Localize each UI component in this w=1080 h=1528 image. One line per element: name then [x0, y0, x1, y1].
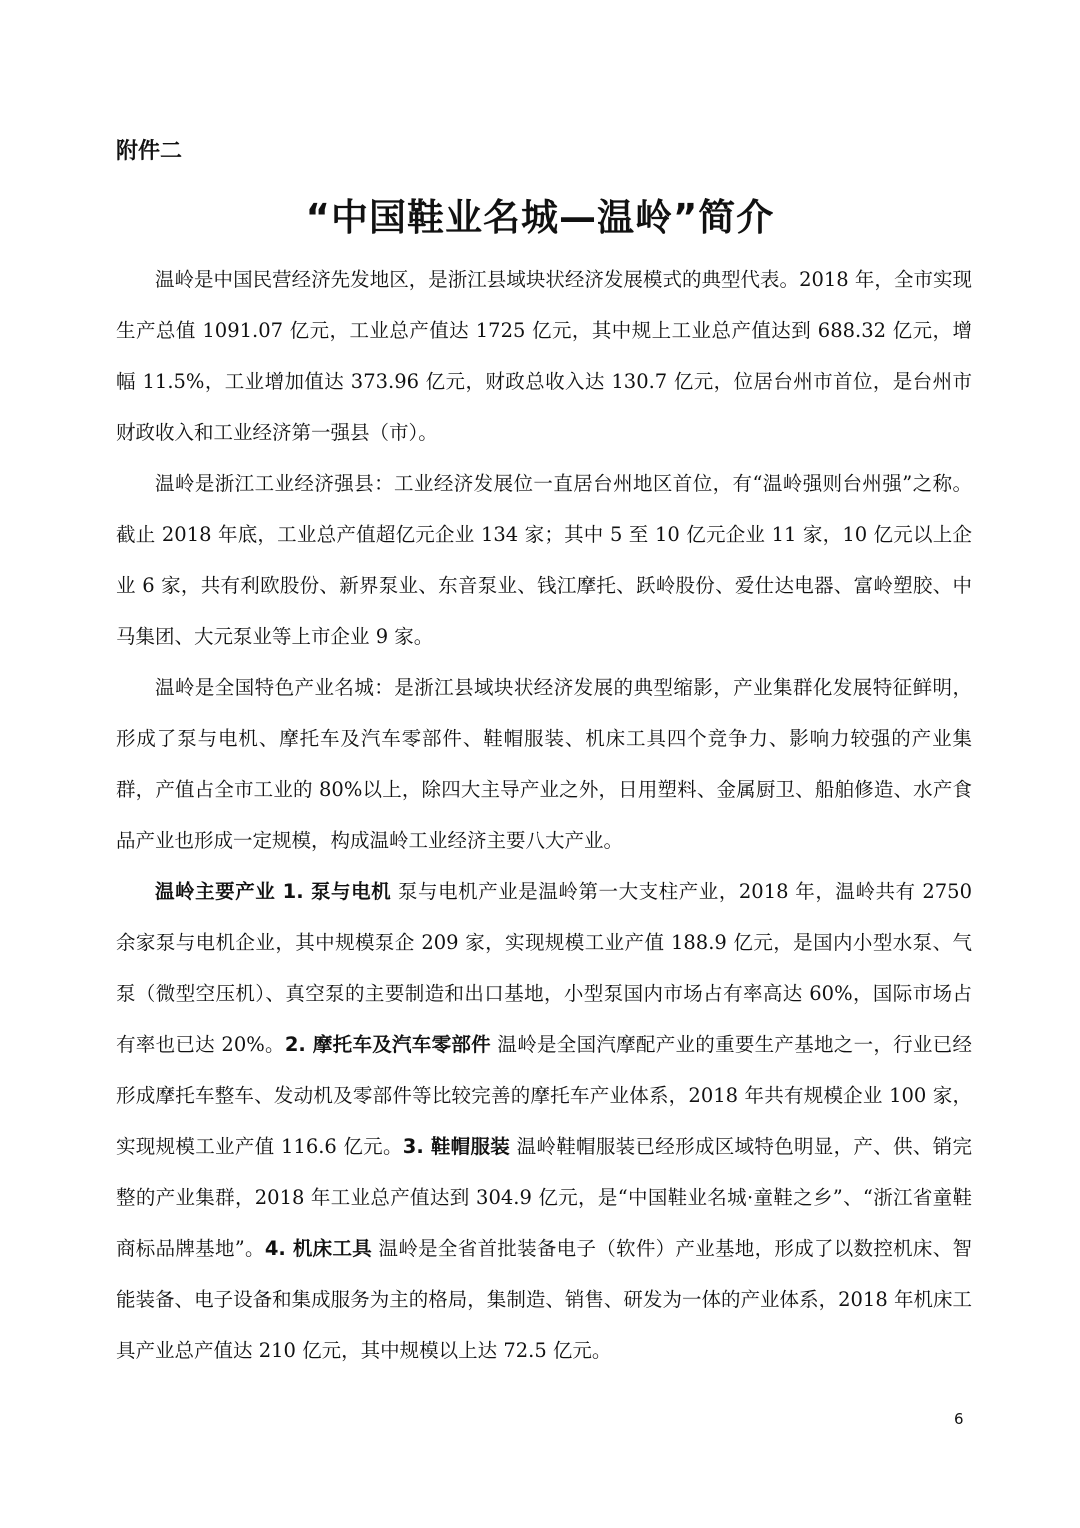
paragraph-industry-city: 温岭是全国特色产业名城：是浙江县域块状经济发展的典型缩影，产业集群化发展特征鲜明，形成了泵与电机、摩托车及汽车零部件、鞋帽服装、机床工具四个竞争力、影响力较强的产业集群，产值占全市工业的 80%以上，除四大主导产业之外，日用塑料、金属厨卫、船舶修造、水产食品产业也形成一定规模，构成温岭工业经济主要八大产业。	[116, 676, 972, 852]
industry-heading-motorcycle: 2. 摩托车及汽车零部件	[284, 1033, 491, 1056]
industry-text-machine-tools: 温岭是全省首批装备电子（软件）产业基地，形成了以数控机床、智能装备、电子设备和集成服务为主的格局，集制造、销售、研发为一体的产业体系，2018 年机床工具产业总产值达 210 亿元，其中规模以上达 72.5 亿元。	[116, 1237, 972, 1362]
document-body	[116, 254, 972, 1376]
industry-heading-pumps: 温岭主要产业 1. 泵与电机	[155, 880, 392, 903]
page-number: 6	[954, 1410, 964, 1428]
document-title: “中国鞋业名城—温岭”简介	[305, 196, 775, 239]
attachment-label: 附件二	[116, 139, 183, 164]
industry-heading-machine-tools: 4. 机床工具	[264, 1237, 373, 1260]
paragraph-overview: 温岭是中国民营经济先发地区，是浙江县域块状经济发展模式的典型代表。2018 年，全市实现生产总值 1091.07 亿元，工业总产值达 1725 亿元，其中规上工业总产值达到 688.32 亿元，增幅 11.5%，工业增加值达 373.96 亿元，财政总收入达 130.7 亿元，位居台州市首位，是台州市财政收入和工业经济第一强县（市）。	[116, 268, 972, 444]
industry-heading-shoes: 3. 鞋帽服装	[402, 1135, 511, 1158]
industry-text-pumps: 泵与电机产业是温岭第一大支柱产业，2018 年，温岭共有 2750 余家泵与电机企业，其中规模泵企 209 家，实现规模工业产值 188.9 亿元，是国内小型水泵、气泵（微型空压机）、真空泵的主要制造和出口基地，小型泵国内市场占有率高达 60%，国际市场占有率也已达 20%。	[116, 880, 972, 1056]
paragraph-main-industries	[116, 866, 972, 1376]
industry-text-shoes: 温岭鞋帽服装已经形成区域特色明显，产、供、销完整的产业集群，2018 年工业总产值达到 304.9 亿元，是“中国鞋业名城·童鞋之乡”、“浙江省童鞋商标品牌基地”。	[116, 1135, 972, 1260]
paragraph-industrial-county: 温岭是浙江工业经济强县：工业经济发展位一直居台州地区首位，有“温岭强则台州强”之称。 截止 2018 年底，工业总产值超亿元企业 134 家；其中 5 至 10 亿元企业 11 家，10 亿元以上企业 6 家，共有利欧股份、新界泵业、东音泵业、钱江摩托、跃岭股份、爱仕达电器、富岭塑胶、中马集团、大元泵业等上市企业 9 家。	[116, 472, 972, 648]
industry-text-motorcycle: 温岭是全国汽摩配产业的重要生产基地之一，行业已经形成摩托车整车、发动机及零部件等比较完善的摩托车产业体系，2018 年共有规模企业 100 家，实现规模工业产值 116.6 亿元。	[116, 1033, 973, 1158]
